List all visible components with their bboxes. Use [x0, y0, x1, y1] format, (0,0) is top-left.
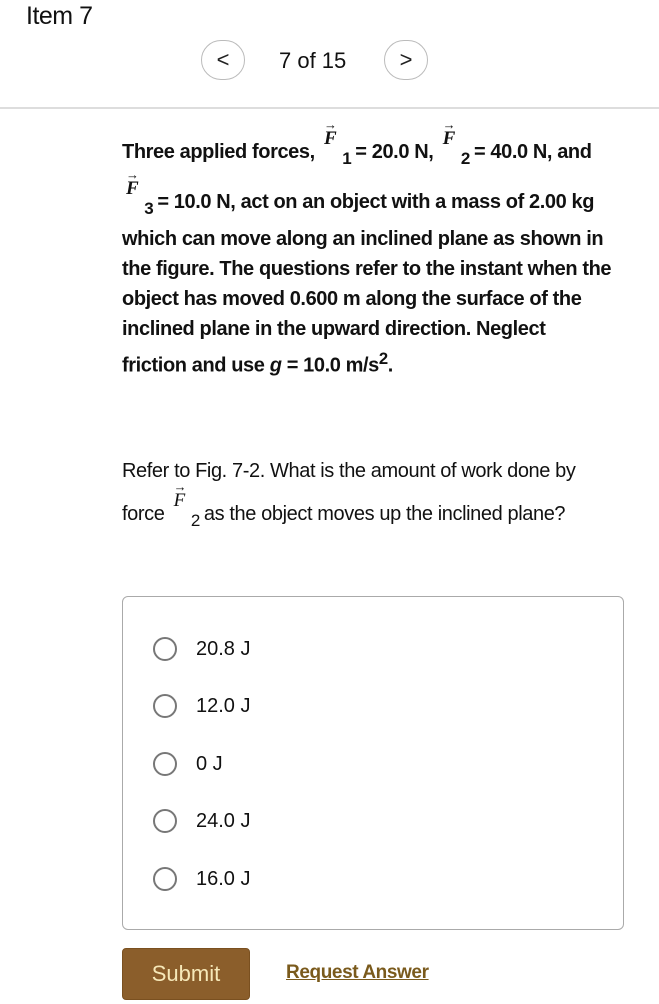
radio-button[interactable]	[153, 694, 177, 718]
radio-button[interactable]	[153, 752, 177, 776]
chevron-left-icon: <	[216, 47, 230, 72]
option-2[interactable]	[153, 694, 250, 718]
stem-text: = 10.0 N, act on an object with a mass of 2.00 kg which can move along an inclined plane as shown in the figure. The questions refer to the instant when the object has moved 0.600 m along the surface of the inclined plane in the upward direction. Neglect friction and use	[122, 191, 612, 377]
option-label: 0 J	[196, 752, 223, 775]
item-counter: 7 of 15	[279, 48, 347, 73]
option-3[interactable]	[153, 752, 223, 776]
request-answer-link[interactable]: Request Answer	[286, 962, 429, 983]
question-text	[122, 456, 612, 536]
gravity-symbol: g	[269, 354, 282, 377]
radio-button[interactable]	[153, 637, 177, 661]
item-title: Item 7	[26, 2, 93, 30]
radio-button[interactable]	[153, 809, 177, 833]
answer-options	[122, 596, 624, 930]
subscript: 3	[144, 199, 154, 218]
stem-text: .	[387, 354, 393, 377]
question-part: Refer to Fig. 7-2. What is the amount of work done by force	[122, 460, 576, 525]
stem-text: Three applied forces,	[122, 141, 315, 163]
previous-button[interactable]	[201, 40, 245, 80]
subscript: 2	[460, 149, 470, 168]
exponent: 2	[378, 349, 388, 368]
stem-text: = 40.0 N, and	[473, 141, 592, 163]
option-label: 16.0 J	[196, 867, 251, 890]
subscript: 1	[342, 149, 352, 168]
pagination	[201, 40, 435, 84]
force-vector-f: → F	[324, 124, 336, 154]
option-label: 20.8 J	[196, 637, 251, 660]
subscript: 2	[190, 511, 200, 530]
option-label: 12.0 J	[196, 694, 251, 717]
submit-button[interactable]: Submit	[122, 948, 250, 1000]
next-button[interactable]	[384, 40, 428, 80]
option-label: 24.0 J	[196, 809, 251, 832]
option-1[interactable]	[153, 637, 250, 661]
stem-text: = 20.0 N,	[355, 141, 434, 163]
question-part: as the object moves up the inclined plane?	[203, 503, 566, 525]
stem-text: = 10.0 m/s	[286, 354, 379, 377]
radio-button[interactable]	[153, 867, 177, 891]
option-4[interactable]	[153, 809, 250, 833]
force-vector-f: → F	[126, 174, 138, 204]
problem-statement	[122, 124, 612, 381]
option-5[interactable]	[153, 867, 250, 891]
divider	[0, 107, 659, 109]
force-vector-f: → F	[174, 486, 185, 516]
force-vector-f: → F	[443, 124, 455, 154]
chevron-right-icon: >	[399, 47, 413, 72]
